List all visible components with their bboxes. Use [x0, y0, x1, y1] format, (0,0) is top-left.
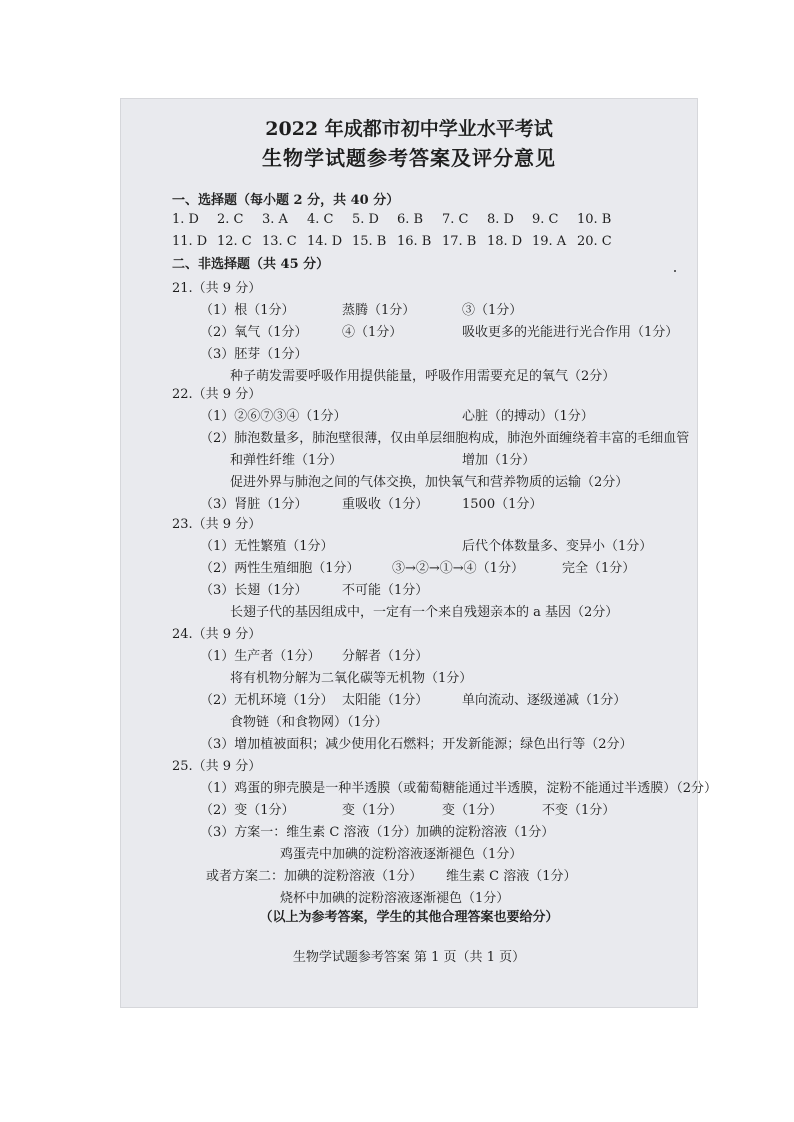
q22-answer: 1500（1分）: [462, 497, 543, 512]
q25-answer: 鸡蛋壳中加碘的淀粉溶液逐渐褪色（1分）: [280, 847, 523, 862]
q25-answer: （2）变（1分）: [200, 803, 295, 818]
q22-answer: 促进外界与肺泡之间的气体交换，加快氧气和营养物质的运输（2分）: [230, 475, 629, 490]
mc-answers-row-2: [172, 233, 622, 251]
q22-answer: （2）肺泡数量多，肺泡壁很薄，仅由单层细胞构成，肺泡外面缠绕着丰富的毛细血管: [200, 431, 690, 446]
q21-answer: ③（1分）: [462, 303, 523, 318]
mc-answer: 9. C: [532, 212, 559, 227]
mc-answer: 20. C: [577, 234, 612, 249]
mc-answer: 3. A: [262, 212, 288, 227]
q23-answer: 完全（1分）: [562, 561, 636, 576]
mc-answer: 15. B: [352, 234, 387, 249]
q22-answer: 增加（1分）: [462, 453, 536, 468]
q25-answer: 变（1分）: [342, 803, 403, 818]
q25-answer: 变（1分）: [442, 803, 503, 818]
mc-answer: 2. C: [217, 212, 244, 227]
q25-answer: 或者方案二：加碘的淀粉溶液（1分）: [206, 869, 423, 884]
mc-answer: 8. D: [487, 212, 514, 227]
q25-answer: 加碘的淀粉溶液（1分）: [416, 825, 555, 840]
q21-answer: （2）氧气（1分）: [200, 325, 308, 340]
page-footer: 生物学试题参考答案 第 1 页（共 1 页）: [292, 950, 526, 965]
q22-answer: （3）肾脏（1分）: [200, 497, 308, 512]
q25-heading: 25.（共 9 分）: [172, 759, 262, 774]
mc-answer: 4. C: [307, 212, 334, 227]
q25-answer: 不变（1分）: [542, 803, 616, 818]
q21-heading: 21.（共 9 分）: [172, 281, 262, 296]
section-2-heading: 二、非选择题（共 45 分）: [172, 257, 330, 272]
mc-answer: 1. D: [172, 212, 199, 227]
section-1-heading: 一、选择题（每小题 2 分，共 40 分）: [172, 193, 400, 208]
q25-answer: 维生素 C 溶液（1分）: [446, 869, 577, 884]
exam-title: 2022 年成都市初中学业水平考试: [265, 118, 553, 140]
q22-answer: 和弹性纤维（1分）: [230, 453, 343, 468]
q25-answer: （3）方案一：维生素 C 溶液（1分）: [200, 825, 417, 840]
answer-sheet: [120, 98, 718, 1008]
q25-answer: （1）鸡蛋的卵壳膜是一种半透膜（或葡萄糖能通过半透膜，淀粉不能通过半透膜）（2分）: [200, 781, 718, 796]
q24-answer: 食物链（和食物网）（1分）: [230, 715, 388, 730]
q21-answer: （1）根（1分）: [200, 303, 295, 318]
mc-answer: 19. A: [532, 234, 567, 249]
q22-heading: 22.（共 9 分）: [172, 387, 262, 402]
q23-answer: 不可能（1分）: [342, 583, 429, 598]
q21-answer: （3）胚芽（1分）: [200, 347, 308, 362]
mc-answer: 5. D: [352, 212, 379, 227]
q24-answer: （3）增加植被面积；减少使用化石燃料；开发新能源；绿色出行等（2分）: [200, 737, 633, 752]
mc-answers-row-1: [172, 211, 622, 229]
mc-answer: 18. D: [487, 234, 523, 249]
mc-answer: 6. B: [397, 212, 424, 227]
q23-answer: 后代个体数量多、变异小（1分）: [462, 539, 653, 554]
mc-answer: 7. C: [442, 212, 469, 227]
q24-answer: 太阳能（1分）: [342, 693, 429, 708]
mc-answer: 10. B: [577, 212, 612, 227]
mc-answer: 14. D: [307, 234, 343, 249]
q23-heading: 23.（共 9 分）: [172, 517, 262, 532]
q22-answer: （1）②⑥⑦③④（1分）: [200, 409, 347, 424]
q23-answer: 长翅子代的基因组成中，一定有一个来自残翅亲本的 a 基因（2分）: [230, 605, 619, 620]
mc-answer: 13. C: [262, 234, 297, 249]
q21-answer: ④（1分）: [342, 325, 403, 340]
speck: [674, 270, 676, 272]
q21-answer: 吸收更多的光能进行光合作用（1分）: [462, 325, 679, 340]
q25-answer: 烧杯中加碘的淀粉溶液逐渐褪色（1分）: [280, 891, 510, 906]
mc-answer: 12. C: [217, 234, 252, 249]
q23-answer: ③→②→①→④（1分）: [392, 561, 524, 576]
document-title: 生物学试题参考答案及评分意见: [262, 146, 556, 170]
q23-answer: （2）两性生殖细胞（1分）: [200, 561, 360, 576]
q24-heading: 24.（共 9 分）: [172, 627, 262, 642]
grading-note: （以上为参考答案，学生的其他合理答案也要给分）: [259, 910, 559, 925]
mc-answer: 16. B: [397, 234, 432, 249]
q24-answer: （2）无机环境（1分）: [200, 693, 334, 708]
q24-answer: 单向流动、逐级递减（1分）: [462, 693, 627, 708]
q21-answer: 蒸腾（1分）: [342, 303, 416, 318]
q24-answer: （1）生产者（1分）: [200, 649, 321, 664]
q21-answer: 种子萌发需要呼吸作用提供能量，呼吸作用需要充足的氧气（2分）: [230, 369, 616, 384]
q24-answer: 分解者（1分）: [342, 649, 429, 664]
q22-answer: 重吸收（1分）: [342, 497, 429, 512]
q23-answer: （1）无性繁殖（1分）: [200, 539, 334, 554]
q22-answer: 心脏（的搏动）（1分）: [462, 409, 594, 424]
q24-answer: 将有机物分解为二氧化碳等无机物（1分）: [230, 671, 473, 686]
mc-answer: 11. D: [172, 234, 208, 249]
mc-answer: 17. B: [442, 234, 477, 249]
q23-answer: （3）长翅（1分）: [200, 583, 308, 598]
